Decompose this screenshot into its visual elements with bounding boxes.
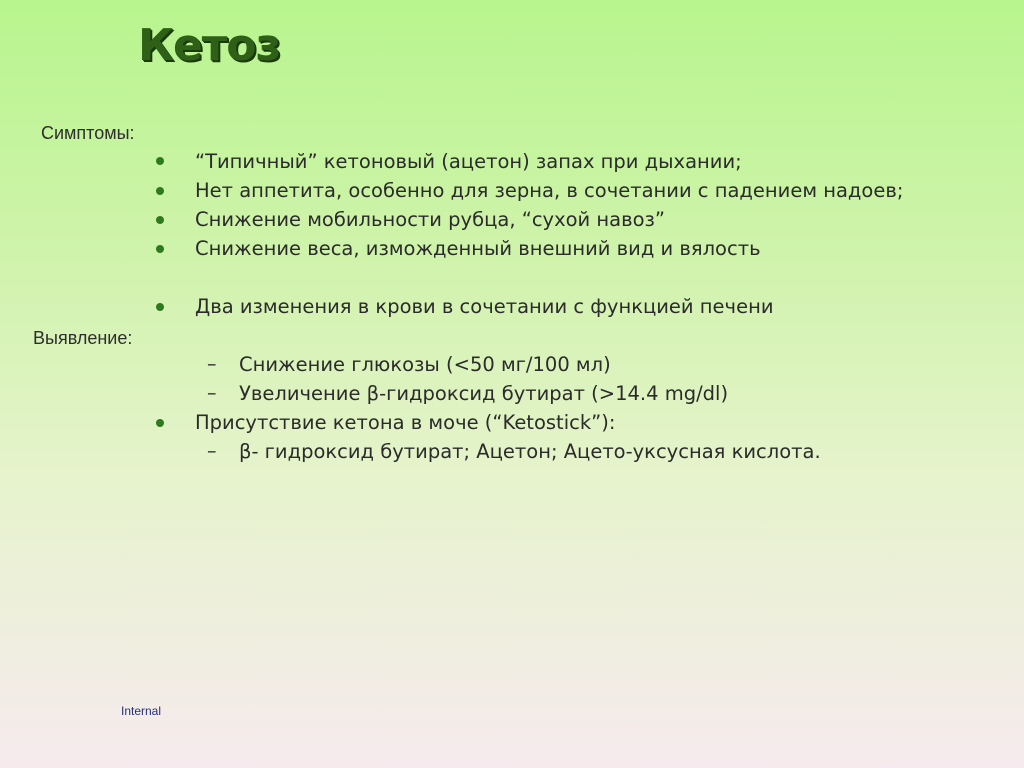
blood-change-item: Увеличение β-гидроксид бутират (>14.4 mg/dl): [239, 382, 729, 405]
symptom-item: Снижение веса, изможденный внешний вид и вялость: [195, 237, 761, 260]
dash-icon: –: [207, 440, 217, 462]
dash-icon: –: [207, 382, 217, 404]
detection-label: Выявление:: [33, 328, 133, 348]
bullet-icon: [156, 157, 164, 165]
symptom-item: Снижение мобильности рубца, “сухой навоз”: [195, 208, 666, 231]
slide-title: Кетоз: [138, 20, 281, 71]
symptoms-label: Симптомы:: [41, 123, 135, 143]
blood-change-item: Снижение глюкозы (<50 мг/100 мл): [239, 353, 611, 376]
bullet-icon: [156, 303, 164, 311]
bullet-icon: [156, 187, 164, 195]
detection-main-item: Два изменения в крови в сочетании с функцией печени: [195, 295, 774, 318]
bullet-icon: [156, 419, 164, 427]
bullet-icon: [156, 245, 164, 253]
bullet-icon: [156, 216, 164, 224]
urine-sub-item: β- гидроксид бутират; Ацетон; Ацето-уксусная кислота.: [239, 440, 821, 463]
dash-icon: –: [207, 353, 217, 375]
footer-label: Internal: [121, 704, 162, 718]
symptom-item: “Типичный” кетоновый (ацетон) запах при дыхании;: [195, 150, 742, 173]
symptom-item: Нет аппетита, особенно для зерна, в сочетании с падением надоев;: [195, 179, 904, 202]
urine-item: Присутствие кетона в моче (“Ketostick”):: [195, 411, 616, 434]
